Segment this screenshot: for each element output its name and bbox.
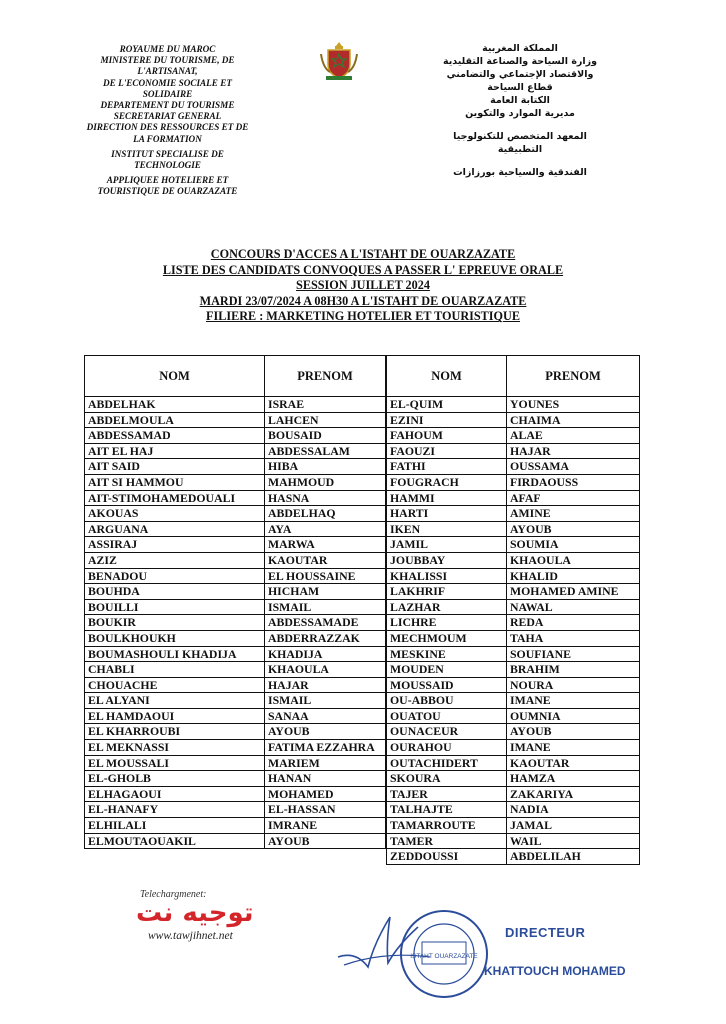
table-row: [387, 646, 640, 662]
header-right-line: المعهد المتخصص للتكنولوجيا التطبيقية: [453, 131, 587, 155]
cell-nom: EL-QUIM: [387, 397, 507, 413]
column-header-nom: NOM: [85, 356, 265, 397]
cell-prenom: HAJAR: [507, 443, 640, 459]
table-row: [85, 786, 386, 802]
table-row: [387, 630, 640, 646]
cell-nom: AIT EL HAJ: [85, 443, 265, 459]
cell-nom: ABDELMOULA: [85, 412, 265, 428]
table-row: [85, 397, 386, 413]
cell-prenom: SANAA: [265, 708, 386, 724]
header-right-line: الفندقية والسياحية بورزازات: [453, 167, 587, 178]
cell-nom: AKOUAS: [85, 506, 265, 522]
table-row: [85, 537, 386, 553]
cell-nom: CHOUACHE: [85, 677, 265, 693]
header-left-line: LA FORMATION: [133, 133, 202, 144]
table-row: [387, 693, 640, 709]
official-stamp-icon: [398, 908, 490, 1000]
table-row: [387, 459, 640, 475]
cell-prenom: NOURA: [507, 677, 640, 693]
cell-nom: FAOUZI: [387, 443, 507, 459]
header-left-line: L'ARTISANAT,: [137, 66, 198, 77]
column-header-nom: NOM: [387, 356, 507, 397]
table-row: [85, 521, 386, 537]
table-row: [387, 849, 640, 865]
cell-prenom: YOUNES: [507, 397, 640, 413]
cell-nom: IKEN: [387, 521, 507, 537]
header-right-line: الكتابة العامة: [490, 95, 550, 106]
table-row: [387, 490, 640, 506]
header-left-line: DEPARTEMENT DU TOURISME: [100, 100, 235, 111]
document-title: [0, 247, 726, 325]
header-left-line: SECRETARIAT GENERAL: [113, 111, 222, 122]
director-title: DIRECTEUR: [505, 925, 586, 940]
cell-prenom: HICHAM: [265, 584, 386, 600]
cell-prenom: KHALID: [507, 568, 640, 584]
cell-nom: OUTACHIDERT: [387, 755, 507, 771]
cell-nom: TAMER: [387, 833, 507, 849]
cell-nom: BOUHDA: [85, 584, 265, 600]
cell-nom: ELMOUTAOUAKIL: [85, 833, 265, 849]
cell-nom: EZINI: [387, 412, 507, 428]
table-row: [387, 584, 640, 600]
header-left-line: SOLIDAIRE: [142, 88, 193, 99]
cell-nom: CHABLI: [85, 662, 265, 678]
cell-prenom: ISMAIL: [265, 599, 386, 615]
cell-prenom: MOHAMED: [265, 786, 386, 802]
cell-prenom: MAHMOUD: [265, 474, 386, 490]
table-row: [387, 802, 640, 818]
table-row: [85, 459, 386, 475]
watermark-url: www.tawjihnet.net: [148, 930, 233, 942]
table-row: [85, 490, 386, 506]
cell-prenom: KHAOULA: [507, 552, 640, 568]
cell-nom: EL MOUSSALI: [85, 755, 265, 771]
cell-nom: MOUSSAID: [387, 677, 507, 693]
table-row: [387, 708, 640, 724]
cell-prenom: SOUFIANE: [507, 646, 640, 662]
cell-prenom: ISRAE: [265, 397, 386, 413]
cell-prenom: ISMAIL: [265, 693, 386, 709]
table-row: [85, 506, 386, 522]
cell-nom: BOUILLI: [85, 599, 265, 615]
cell-prenom: AYOUB: [265, 724, 386, 740]
table-row: [85, 412, 386, 428]
cell-nom: AIT SAID: [85, 459, 265, 475]
header-right-line: والاقتصاد الإجتماعي والتضامني: [446, 69, 594, 80]
cell-nom: KHALISSI: [387, 568, 507, 584]
director-name: KHATTOUCH MOHAMED: [484, 964, 626, 978]
table-row: [85, 630, 386, 646]
table-row: [387, 677, 640, 693]
cell-nom: OURAHOU: [387, 740, 507, 756]
cell-nom: ASSIRAJ: [85, 537, 265, 553]
cell-prenom: IMANE: [507, 693, 640, 709]
watermark-label: Telechargmenet:: [140, 889, 207, 900]
table-row: [387, 552, 640, 568]
table-row: [85, 428, 386, 444]
candidates-table-left: [84, 355, 386, 849]
table-row: [387, 833, 640, 849]
cell-prenom: HAJAR: [265, 677, 386, 693]
table-row: [85, 662, 386, 678]
cell-prenom: ABDESSALAM: [265, 443, 386, 459]
table-row: [387, 786, 640, 802]
table-row: [387, 397, 640, 413]
cell-prenom: MOHAMED AMINE: [507, 584, 640, 600]
header-right-line: المملكة المغربية: [482, 43, 558, 54]
cell-nom: MOUDEN: [387, 662, 507, 678]
cell-nom: AIT-STIMOHAMEDOUALI: [85, 490, 265, 506]
table-row: [387, 818, 640, 834]
table-row: [387, 662, 640, 678]
cell-prenom: NAWAL: [507, 599, 640, 615]
title-line: SESSION JUILLET 2024: [296, 278, 430, 293]
cell-nom: AIT SI HAMMOU: [85, 474, 265, 490]
cell-nom: EL ALYANI: [85, 693, 265, 709]
table-row: [85, 677, 386, 693]
cell-prenom: BOUSAID: [265, 428, 386, 444]
table-row: [387, 615, 640, 631]
cell-prenom: ABDESSAMADE: [265, 615, 386, 631]
cell-nom: HARTI: [387, 506, 507, 522]
table-row: [85, 474, 386, 490]
title-line: CONCOURS D'ACCES A L'ISTAHT DE OUARZAZATE: [210, 247, 516, 261]
table-row: [387, 755, 640, 771]
cell-nom: TAJER: [387, 786, 507, 802]
table-row: [387, 740, 640, 756]
cell-nom: OUATOU: [387, 708, 507, 724]
cell-prenom: HANAN: [265, 771, 386, 787]
header-right-line: مديرية الموارد والتكوين: [465, 108, 575, 119]
watermark-logo: توجيه نت: [136, 898, 254, 928]
cell-nom: ARGUANA: [85, 521, 265, 537]
table-header-row: [85, 356, 386, 397]
column-header-prenom: PRENOM: [507, 356, 640, 397]
cell-prenom: ABDELHAQ: [265, 506, 386, 522]
header-left-line: DIRECTION DES RESSOURCES ET DE: [86, 122, 249, 133]
cell-nom: LICHRE: [387, 615, 507, 631]
table-row: [387, 537, 640, 553]
cell-prenom: LAHCEN: [265, 412, 386, 428]
cell-nom: LAZHAR: [387, 599, 507, 615]
cell-prenom: HAMZA: [507, 771, 640, 787]
table-row: [85, 802, 386, 818]
cell-nom: OUNACEUR: [387, 724, 507, 740]
cell-nom: FATHI: [387, 459, 507, 475]
title-line: LISTE DES CANDIDATS CONVOQUES A PASSER L' EPREUVE ORALE: [162, 262, 564, 277]
table-row: [85, 599, 386, 615]
cell-nom: BOULKHOUKH: [85, 630, 265, 646]
cell-nom: SKOURA: [387, 771, 507, 787]
table-row: [387, 568, 640, 584]
table-row: [85, 646, 386, 662]
table-row: [85, 818, 386, 834]
cell-prenom: HASNA: [265, 490, 386, 506]
table-row: [387, 443, 640, 459]
cell-nom: ABDESSAMAD: [85, 428, 265, 444]
cell-prenom: IMRANE: [265, 818, 386, 834]
cell-prenom: AYA: [265, 521, 386, 537]
table-row: [387, 724, 640, 740]
table-row: [85, 755, 386, 771]
cell-prenom: OUMNIA: [507, 708, 640, 724]
cell-nom: AZIZ: [85, 552, 265, 568]
header-left-line: MINISTERE DU TOURISME, DE: [100, 55, 235, 66]
table-row: [85, 584, 386, 600]
cell-nom: FAHOUM: [387, 428, 507, 444]
cell-prenom: AYOUB: [507, 724, 640, 740]
cell-nom: EL-GHOLB: [85, 771, 265, 787]
cell-nom: ELHAGAOUI: [85, 786, 265, 802]
header-left-line: TECHNOLOGIE: [134, 160, 201, 171]
table-row: [387, 506, 640, 522]
cell-prenom: EL-HASSAN: [265, 802, 386, 818]
cell-nom: MESKINE: [387, 646, 507, 662]
cell-prenom: KHAOULA: [265, 662, 386, 678]
table-row: [387, 428, 640, 444]
cell-prenom: KAOUTAR: [265, 552, 386, 568]
cell-prenom: SOUMIA: [507, 537, 640, 553]
table-row: [85, 708, 386, 724]
cell-prenom: WAIL: [507, 833, 640, 849]
title-line: MARDI 23/07/2024 A 08H30 A L'ISTAHT DE OUARZAZATE: [199, 293, 527, 308]
cell-nom: BOUKIR: [85, 615, 265, 631]
table-row: [387, 474, 640, 490]
cell-nom: EL KHARROUBI: [85, 724, 265, 740]
cell-prenom: NADIA: [507, 802, 640, 818]
cell-prenom: KHADIJA: [265, 646, 386, 662]
cell-nom: FOUGRACH: [387, 474, 507, 490]
header-right-line: وزارة السياحة والصناعة التقليدية: [442, 56, 598, 67]
cell-prenom: ZAKARIYA: [507, 786, 640, 802]
cell-prenom: IMANE: [507, 740, 640, 756]
cell-prenom: AYOUB: [265, 833, 386, 849]
table-row: [387, 771, 640, 787]
cell-prenom: AYOUB: [507, 521, 640, 537]
table-row: [85, 771, 386, 787]
coat-of-arms-icon: [318, 40, 360, 82]
cell-prenom: REDA: [507, 615, 640, 631]
table-row: [85, 552, 386, 568]
cell-nom: BOUMASHOULI KHADIJA: [85, 646, 265, 662]
table-row: [85, 833, 386, 849]
candidates-table-right: [386, 355, 640, 865]
header-right-block: [430, 42, 610, 179]
cell-prenom: BRAHIM: [507, 662, 640, 678]
cell-nom: EL HAMDAOUI: [85, 708, 265, 724]
cell-nom: ELHILALI: [85, 818, 265, 834]
table-row: [85, 615, 386, 631]
cell-prenom: MARWA: [265, 537, 386, 553]
cell-prenom: EL HOUSSAINE: [265, 568, 386, 584]
cell-nom: JAMIL: [387, 537, 507, 553]
table-row: [387, 412, 640, 428]
cell-nom: ZEDDOUSSI: [387, 849, 507, 865]
cell-nom: OU-ABBOU: [387, 693, 507, 709]
cell-prenom: FATIMA EZZAHRA: [265, 740, 386, 756]
table-row: [387, 521, 640, 537]
cell-prenom: FIRDAOUSS: [507, 474, 640, 490]
table-row: [85, 568, 386, 584]
header-left-line: INSTITUT SPECIALISE DE: [111, 148, 224, 159]
cell-nom: ABDELHAK: [85, 397, 265, 413]
table-row: [85, 443, 386, 459]
cell-prenom: MARIEM: [265, 755, 386, 771]
cell-nom: EL-HANAFY: [85, 802, 265, 818]
column-header-prenom: PRENOM: [265, 356, 386, 397]
cell-prenom: AMINE: [507, 506, 640, 522]
header-left-line: DE L'ECONOMIE SOCIALE ET: [103, 77, 232, 88]
title-line: FILIERE : MARKETING HOTELIER ET TOURISTIQUE: [206, 309, 520, 324]
header-left-line: TOURISTIQUE DE OUARZAZATE: [97, 186, 238, 197]
table-row: [85, 693, 386, 709]
cell-prenom: KAOUTAR: [507, 755, 640, 771]
cell-nom: JOUBBAY: [387, 552, 507, 568]
table-row: [85, 724, 386, 740]
cell-nom: TALHAJTE: [387, 802, 507, 818]
header-right-line: قطاع السياحة: [487, 82, 553, 93]
cell-nom: LAKHRIF: [387, 584, 507, 600]
cell-nom: BENADOU: [85, 568, 265, 584]
cell-prenom: AFAF: [507, 490, 640, 506]
header-left-line: ROYAUME DU MAROC: [119, 44, 216, 54]
cell-nom: TAMARROUTE: [387, 818, 507, 834]
header-left-line: APPLIQUEE HOTELIERE ET: [106, 175, 229, 186]
cell-nom: EL MEKNASSI: [85, 740, 265, 756]
header-left-block: [70, 44, 265, 198]
cell-prenom: ABDELILAH: [507, 849, 640, 865]
cell-prenom: CHAIMA: [507, 412, 640, 428]
table-row: [387, 599, 640, 615]
cell-prenom: ALAE: [507, 428, 640, 444]
cell-prenom: ABDERRAZZAK: [265, 630, 386, 646]
cell-nom: MECHMOUM: [387, 630, 507, 646]
cell-prenom: HIBA: [265, 459, 386, 475]
cell-prenom: TAHA: [507, 630, 640, 646]
cell-nom: HAMMI: [387, 490, 507, 506]
table-row: [85, 740, 386, 756]
cell-prenom: OUSSAMA: [507, 459, 640, 475]
table-header-row: [387, 356, 640, 397]
cell-prenom: JAMAL: [507, 818, 640, 834]
stamp-text: ISTAHT OUARZAZATE: [410, 953, 478, 960]
